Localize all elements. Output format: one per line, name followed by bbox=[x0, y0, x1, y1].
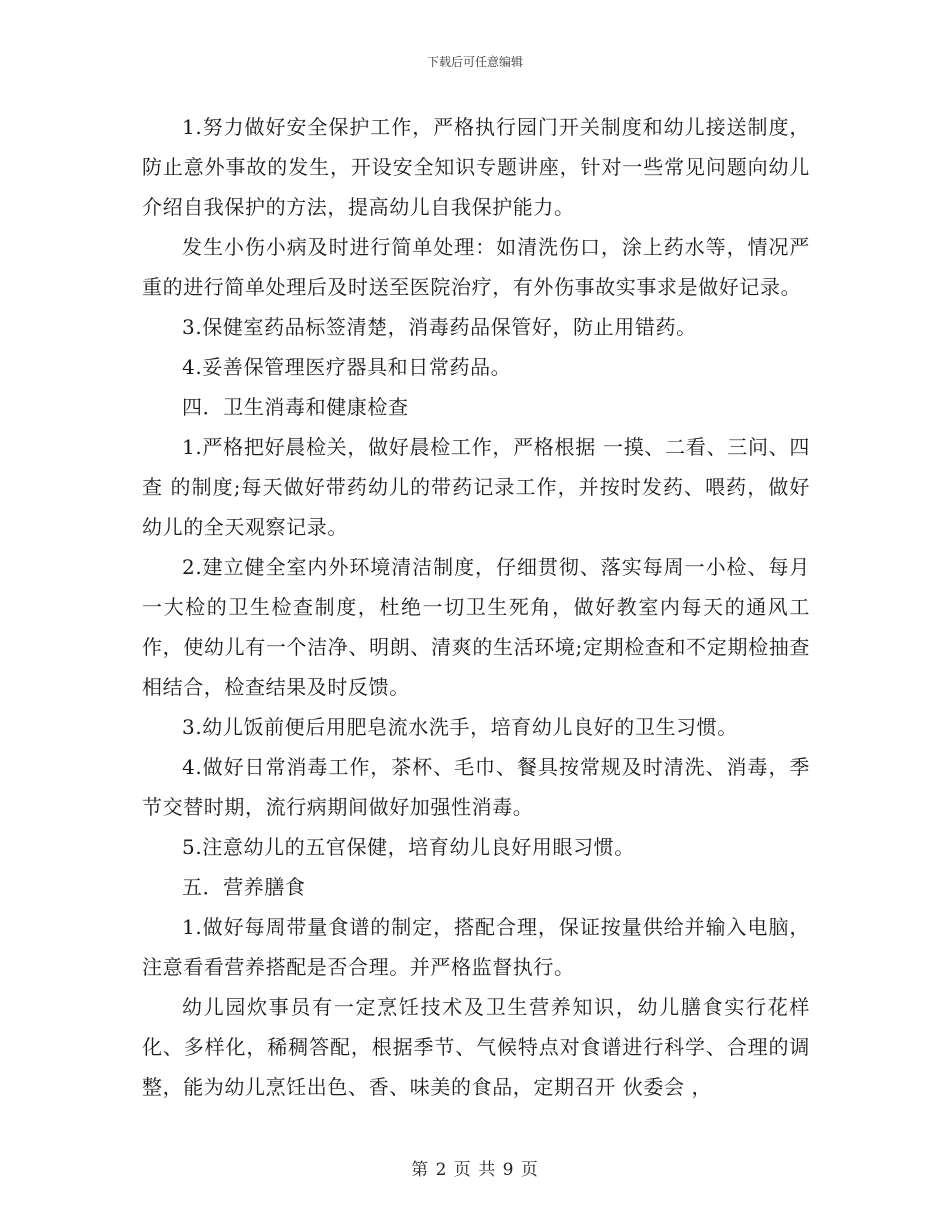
paragraph-hygiene-3: 3.幼儿饭前便后用肥皂流水洗手，培育幼儿良好的卫生习惯。 bbox=[182, 715, 738, 739]
paragraph-safety-3: 3.保健室药品标签清楚，消毒药品保管好，防止用错药。 bbox=[182, 315, 697, 339]
section-heading-hygiene: 四．卫生消毒和健康检查 bbox=[182, 395, 409, 419]
paragraph-hygiene-2: 2.建立健全室内外环境清洁制度，仔细贯彻、落实每周一小检、每月一大检的卫生检查制度，杜绝一切卫生死角，做好教室内每天的通风工作，使幼儿有一个洁净、明朗、清爽的生活环境;定期检查和不定期检抽查相结合，检查结果及时反馈。 bbox=[142, 555, 810, 699]
paragraph-hygiene-1: 1.严格把好晨检关，做好晨检工作，严格根据 一摸、二看、三问、四查 的制度;每天做好带药幼儿的带药记录工作，并按时发药、喂药，做好幼儿的全天观察记录。 bbox=[142, 435, 810, 539]
paragraph-nutrition-cook: 幼儿园炊事员有一定烹饪技术及卫生营养知识，幼儿膳食实行花样化、多样化，稀稠答配，根据季节、气候特点对食谱进行科学、合理的调整，能为幼儿烹饪出色、香、味美的食品，定期召开 伙委会 ， bbox=[142, 995, 810, 1099]
paragraph-hygiene-4: 4.做好日常消毒工作，茶杯、毛巾、餐具按常规及时清洗、消毒，季节交替时期，流行病期间做好加强性消毒。 bbox=[142, 755, 810, 819]
page-number: 第 2 页 共 9 页 bbox=[411, 1160, 539, 1180]
paragraph-minor-injury: 发生小伤小病及时进行简单处理：如清洗伤口，涂上药水等，情况严重的进行简单处理后及时送至医院治疗，有外伤事故实事求是做好记录。 bbox=[142, 235, 810, 299]
document-body bbox=[142, 107, 810, 1107]
paragraph-safety-1: 1.努力做好安全保护工作，严格执行园门开关制度和幼儿接送制度，防止意外事故的发生，开设安全知识专题讲座，针对一些常见问题向幼儿介绍自我保护的方法，提高幼儿自我保护能力。 bbox=[142, 115, 810, 219]
paragraph-hygiene-5: 5.注意幼儿的五官保健，培育幼儿良好用眼习惯。 bbox=[182, 835, 635, 859]
paragraph-safety-4: 4.妥善保管理医疗器具和日常药品。 bbox=[182, 355, 512, 379]
section-heading-nutrition: 五．营养膳食 bbox=[182, 875, 306, 899]
paragraph-nutrition-1: 1.做好每周带量食谱的制定，搭配合理，保证按量供给并输入电脑，注意看看营养搭配是否合理。并严格监督执行。 bbox=[142, 915, 810, 979]
header-note: 下载后可任意编辑 bbox=[426, 55, 523, 69]
